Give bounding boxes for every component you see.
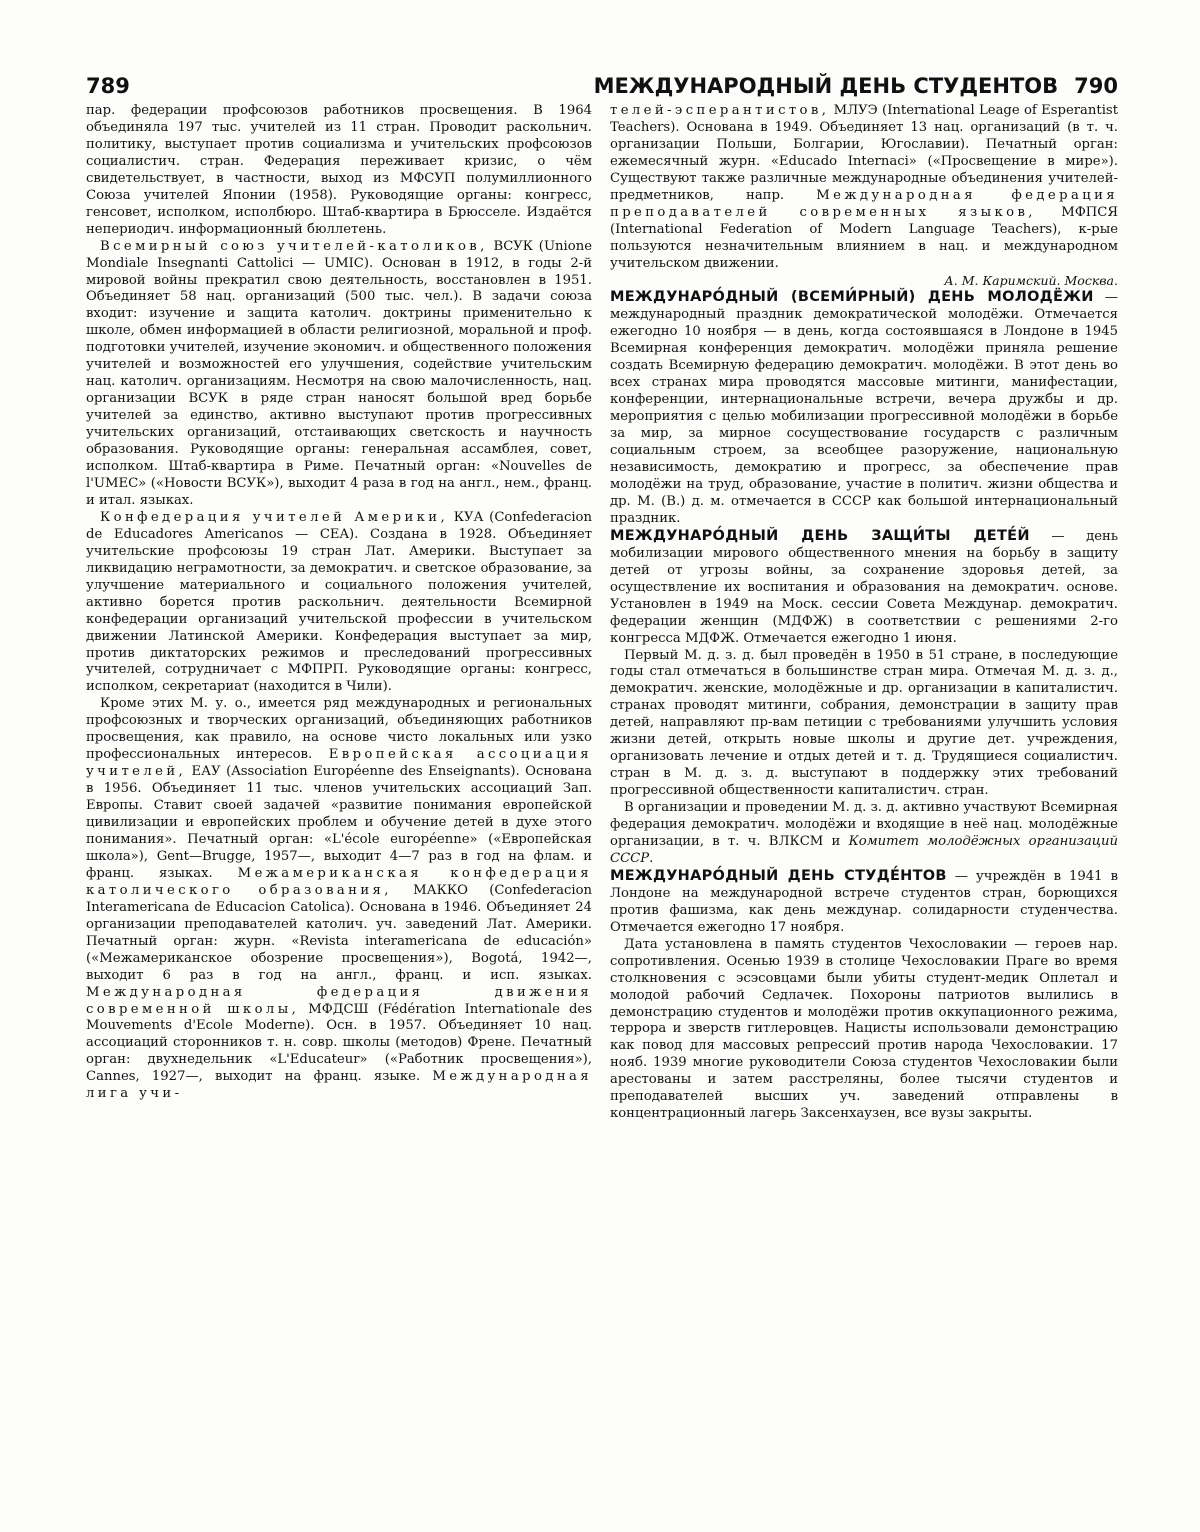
paragraph-text: Кроме этих М. у. о., имеется ряд международных и региональных профсоюзных и творческих организаций, объединяющих работников просвещения, как правило, на основе чисто локальных или узко профессиональных интересов. [86,696,592,763]
running-title: МЕЖДУНАРОДНЫЙ ДЕНЬ СТУДЕНТОВ [593,74,1059,98]
headword: МЕЖДУНАРО́ДНЫЙ ДЕНЬ СТУДЕ́НТОВ [610,867,947,884]
entry-children-day [610,528,1118,648]
paragraph [86,510,592,696]
paragraph [86,239,592,510]
paragraph [610,800,1118,868]
paragraph-text: КУА (Confederacion de Educadores Americanos — CEA). Создана в 1928. Объединяет учительские профсоюзы 19 стран Лат. Америки. Выступает за ликвидацию неграмотности, за демократич. и светское образование, за улучшение материального и социального положения учителей, активно борется против раскольнич. деятельности Всемирной конфедерации организаций учительской профессии в учительском движении Латинской Америки. Конфедерация выступает за мир, против диктаторских режимов и преследований прогрессивных учителей, сотрудничает с МФПРП. Руководящие органы: конгресс, исполком, секретариат (находится в Чили). [86,509,592,695]
right-column [610,103,1118,1123]
italic-reference: Комитет молодёжных организаций СССР. [610,833,1118,866]
page-number-right: 790 [1074,74,1118,98]
paragraph-text: МФПСЯ (International Federation of Modern Language Teachers), к-рые пользуются незначительным влиянием в нац. и международном учительском движении. [610,204,1119,271]
paragraph-text: В организации и проведении М. д. з. д. активно участвуют Всемирная федерация демократич. молодёжи и входящие в неё нац. молодёжные организации, в т. ч. ВЛКСМ и [610,800,1118,849]
term: Межамериканская конфедерация католического образования, [86,865,593,898]
term: Конфедерация учителей Америки, [100,509,449,525]
running-head [86,70,1118,104]
term: Международная лига учи- [86,1069,592,1102]
paragraph [86,696,592,1103]
paragraph: пар. федерации профсоюзов работников просвещения. В 1964 объединяла 197 тыс. учителей из 11 стран. Проводит раскольнич. политику, выступает против социализма и учительских профсоюзов социалистич. стран. Федерация переживает кризис, о чём свидетельствует, в частности, выход из МФСУП полумиллионного Союза учителей Японии (1958). Руководящие органы: конгресс, генсовет, исполком, исполбюро. Штаб-квартира в Брюсселе. Издаётся непериодич. информационный бюллетень. [86,103,592,237]
paragraph-text: МЛУЭ (International Leage of Esperantist Teachers). Основана в 1949. Объединяет 13 нац. организаций (в т. ч. организации Польши, Болгарии, Югославии). Печатный орган: ежемесячный журн. «Educado Internaci» («Просвещение в мире»). Существуют также различные международные объединения учителей-предметников, напр. [610,103,1118,203]
paragraph-text: ВСУК (Unione Mondiale Insegnanti Cattolici — UMIC). Основан в 1912, в годы 2-й мировой войны прекратил свою деятельность, восстановлен в 1951. Объединяет 58 нац. организаций (500 тыс. чел.). В задачи союза входит: изучение и защита католич. доктрины применительно к школе, обмен информацией в области религиозной, моральной и проф. подготовки учителей, изучение экономич. и общественного положения учителей и возможностей его улучшения, содействие учительским нац. католич. организациям. Несмотря на свою малочисленность, нац. организации ВСУК в ряде стран наносят большой вред борьбе учителей за единство, активно выступают против прогрессивных учительских организаций, отстаивающих светскость и научность образования. Руководящие органы: генеральная ассамблея, совет, исполком. Штаб-квартира в Риме. Печатный орган: «Nouvelles de l'UMEC» («Новости ВСУК»), выходит 4 раза в год на англ., нем., франц. и итал. языках. [86,238,593,508]
paragraph-text: — учреждён в 1941 в Лондоне на международной встрече студентов стран, борющихся против фашизма, как день междунар. солидарности студенчества. Отмечается ежегодно 17 ноября. [610,868,1118,935]
term: Международная федерация преподавателей современных языков, [610,187,1118,220]
entry-students-day [610,868,1118,937]
paragraph: Дата установлена в память студентов Чехословакии — героев нар. сопротивления. Осенью 1939 в столице Чехословакии Праге во время столкновения с эсэсовцами были убиты студент-медик Оплетал и молодой рабочий Седлачек. Похороны патриотов вылились в демонстрацию студентов и молодёжи против оккупационного режима, террора и зверств гитлеровцев. Нацисты использовали демонстрацию как повод для массовых репрессий против народа Чехословакии. 17 нояб. 1939 многие руководители Союза студентов Чехословакии были арестованы и затем расстреляны, более тысячи студентов и преподавателей высших уч. заведений отправлены в концентрационный лагерь Заксенхаузен, все вузы закрыты. [610,936,1118,1122]
paragraph-text: ЕАУ (Association Européenne des Enseignants). Основана в 1956. Объединяет 11 тыс. членов учительских ассоциаций Зап. Европы. Ставит своей задачей «развитие понимания европейской цивилизации и европейских проблем и обучение детей в духе этого понимания». Печатный орган: «L'école européenne» («Европейская школа»), Gent—Brugge, 1957—, выходит 4—7 раз в год на флам. и франц. языках. [86,764,592,881]
page-number-left: 789 [86,74,130,98]
author-signature: А. М. Каримский. Москва. [944,272,1118,288]
paragraph-text: — международный праздник демократической молодёжи. Отмечается ежегодно 10 ноября — в день, когда состоявшаяся в Лондоне в 1945 Всемирная конференция демократич. молодёжи приняла решение создать Всемирную федерацию демократич. молодёжи. В этот день во всех странах мира проводятся массовые митинги, манифестации, конференции, интернациональные встречи, вечера дружбы и др. мероприятия с целью мобилизации прогрессивной молодёжи в борьбе за мир, за мирное сосуществование государств с различным социальным строем, за всеобщее разоружение, национальную независимость, демократию и прогресс, за обеспечение прав молодёжи на труд, образование, участие в политич. жизни общества и др. М. (В.) д. м. отмечается в СССР как большой интернациональный праздник. [610,290,1118,526]
term: Европейская ассоциация учителей, [86,747,592,780]
term: Всемирный союз учителей-католиков, [100,238,488,254]
term: телей-эсперантистов, [610,103,830,118]
running-title-right [594,74,1118,98]
headword: МЕЖДУНАРО́ДНЫЙ ДЕНЬ ЗАЩИ́ТЫ ДЕТЕ́Й [610,527,1030,544]
term: Международная федерация движения современной школы, [86,984,592,1017]
left-column [86,103,592,1103]
paragraph [610,103,1118,273]
entry-youth-day [610,289,1118,527]
paragraph-text: — день мобилизации мирового общественного мнения на борьбу в защиту детей от угрозы войны, за сохранение здоровья детей, за осуществление их воспитания и образования на демократич. основе. Установлен в 1949 на Моск. сессии Совета Междунар. демократич. федерации женщин (МДФЖ) в соответствии с решениями 2-го конгресса МДФЖ. Отмечается ежегодно 1 июня. [610,528,1118,646]
headword: МЕЖДУНАРО́ДНЫЙ (ВСЕМИ́РНЫЙ) ДЕНЬ МОЛОДЁЖИ [610,289,1094,306]
paragraph-text: МАККО (Confederacion Interamericana de Educacion Catolica). Основана в 1946. Объединяет 24 организации преподавателей католич. уч. заведений Лат. Америки. Печатный орган: журн. «Revista interamericana de educación» («Межамериканское обозрение просвещения»), Bogotá, 1942—, выходит 6 раз в год на англ., франц. и исп. языках. [86,882,592,983]
paragraph: Первый М. д. з. д. был проведён в 1950 в 51 стране, в последующие годы стал отмечаться в большинстве стран мира. Отмечая М. д. з. д., демократич. женские, молодёжные и др. организации в капиталистич. странах проводят митинги, собрания, демонстрации в защиту прав детей, направляют пр-вам петиции с требованиями улучшить условия жизни детей, открыть новые школы и другие дет. учреждения, организовать лечение и отдых детей и т. д. Трудящиеся социалистич. стран в М. д. з. д. выступают в поддержку этих требований прогрессивной общественности капиталистич. стран. [610,647,1118,799]
paragraph-text: МФДСШ (Fédération Internationale des Mouvements d'Ecole Moderne). Осн. в 1957. Объединяет 10 нац. ассоциаций сторонников т. н. совр. школы (методов) Френе. Печатный орган: двухнедельник «L'Educateur» («Работник просвещения»), Cannes, 1927—, выходит на франц. языке. [86,1001,592,1085]
